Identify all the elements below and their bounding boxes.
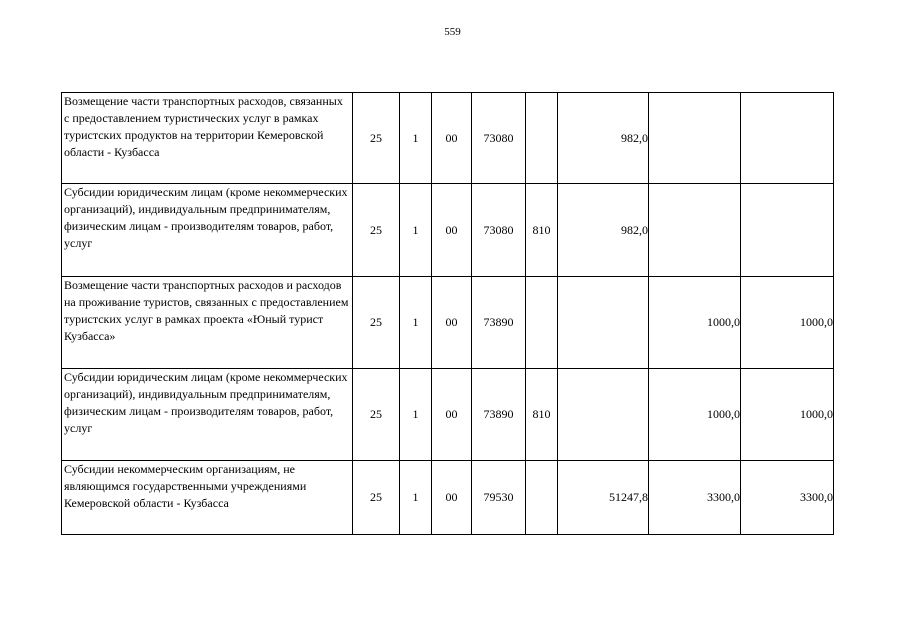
expense-type-cell (526, 461, 558, 535)
amount-1-cell: 51247,8 (558, 461, 649, 535)
page-number: 559 (444, 26, 461, 38)
program-cell: 25 (353, 461, 400, 535)
amount-3-cell (741, 93, 834, 184)
row-name-cell: Возмещение части транспортных расходов, связанных с предоставлением туристических услуг в рамках туристских продуктов на территории Кемеровской области - Кузбасса (62, 93, 353, 184)
subprogram-cell: 1 (400, 93, 432, 184)
expense-type-cell (526, 93, 558, 184)
main-event-cell: 00 (432, 461, 472, 535)
amount-3-cell: 1000,0 (741, 277, 834, 369)
amount-1-cell: 982,0 (558, 93, 649, 184)
direction-cell: 73080 (472, 93, 526, 184)
subprogram-cell: 1 (400, 461, 432, 535)
amount-2-cell: 3300,0 (649, 461, 741, 535)
direction-cell: 73890 (472, 277, 526, 369)
table-row (62, 277, 834, 369)
table-row (62, 93, 834, 184)
subprogram-cell: 1 (400, 369, 432, 461)
main-event-cell: 00 (432, 277, 472, 369)
main-event-cell: 00 (432, 184, 472, 277)
table-row (62, 369, 834, 461)
subprogram-cell: 1 (400, 277, 432, 369)
program-cell: 25 (353, 184, 400, 277)
amount-2-cell (649, 93, 741, 184)
main-event-cell: 00 (432, 369, 472, 461)
subprogram-cell: 1 (400, 184, 432, 277)
amount-3-cell: 1000,0 (741, 369, 834, 461)
expense-type-cell: 810 (526, 184, 558, 277)
row-name-cell: Субсидии юридическим лицам (кроме некоммерческих организаций), индивидуальным предпринимателям, физическим лицам - производителям товаров, работ, услуг (62, 369, 353, 461)
expense-type-cell (526, 277, 558, 369)
amount-1-cell (558, 369, 649, 461)
table-row (62, 461, 834, 535)
amount-3-cell: 3300,0 (741, 461, 834, 535)
main-event-cell: 00 (432, 93, 472, 184)
program-cell: 25 (353, 93, 400, 184)
row-name-cell: Субсидии юридическим лицам (кроме некоммерческих организаций), индивидуальным предпринимателям, физическим лицам - производителям товаров, работ, услуг (62, 184, 353, 277)
table-row (62, 184, 834, 277)
row-name-cell: Возмещение части транспортных расходов и расходов на проживание туристов, связанных с предоставлением туристских услуг в рамках проекта «Юный турист Кузбасса» (62, 277, 353, 369)
row-name-cell: Субсидии некоммерческим организациям, не являющимся государственными учреждениями Кемеровской области - Кузбасса (62, 461, 353, 535)
amount-2-cell: 1000,0 (649, 369, 741, 461)
direction-cell: 73080 (472, 184, 526, 277)
direction-cell: 73890 (472, 369, 526, 461)
program-cell: 25 (353, 369, 400, 461)
program-cell: 25 (353, 277, 400, 369)
amount-2-cell (649, 184, 741, 277)
amount-1-cell (558, 277, 649, 369)
budget-table (61, 92, 834, 535)
expense-type-cell: 810 (526, 369, 558, 461)
direction-cell: 79530 (472, 461, 526, 535)
amount-3-cell (741, 184, 834, 277)
amount-1-cell: 982,0 (558, 184, 649, 277)
amount-2-cell: 1000,0 (649, 277, 741, 369)
